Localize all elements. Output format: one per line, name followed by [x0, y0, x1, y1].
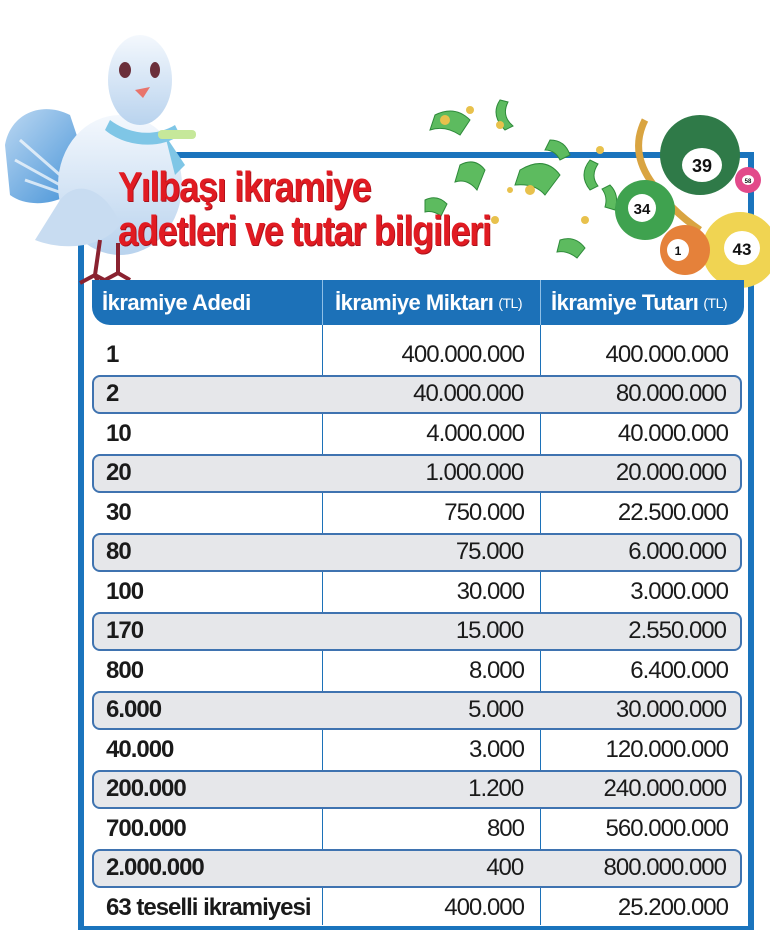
table-row: 700.000 800 560.000.000: [106, 814, 728, 842]
svg-text:1: 1: [674, 244, 682, 258]
table-row: 170 15.000 2.550.000: [92, 612, 742, 652]
table-row: 100 30.000 3.000.000: [106, 577, 728, 605]
title-line-2: adetleri ve tutar bilgileri: [118, 207, 491, 254]
table-row: 20 1.000.000 20.000.000: [92, 454, 742, 494]
svg-text:58: 58: [744, 179, 752, 185]
unit-label: (TL): [498, 294, 522, 311]
dove-mascot-icon: [0, 25, 210, 295]
table-header: [92, 280, 744, 325]
svg-text:39: 39: [691, 156, 713, 176]
header-ikramiye-tutari: İkramiye Tutarı (TL): [540, 280, 744, 325]
table-row: 2.000.000 400 800.000.000: [92, 849, 742, 889]
page-title: [118, 165, 514, 253]
table-row: 40.000 3.000 120.000.000: [106, 735, 728, 763]
svg-text:34: 34: [633, 201, 651, 218]
table-row: 1 400.000.000 400.000.000: [106, 340, 728, 368]
header-ikramiye-miktari: İkramiye Miktarı (TL): [322, 280, 540, 325]
unit-label: (TL): [703, 294, 728, 311]
table-row: 80 75.000 6.000.000: [92, 533, 742, 573]
table-row: 2 40.000.000 80.000.000: [92, 375, 742, 415]
table-row: 200.000 1.200 240.000.000: [92, 770, 742, 810]
title-line-1: Yılbaşı ikramiye: [118, 163, 371, 210]
prize-table-body: [92, 335, 742, 928]
table-row: 63 teselli ikramiyesi 400.000 25.200.000: [106, 893, 728, 921]
header-ikramiye-adedi: İkramiye Adedi: [102, 289, 251, 315]
table-row: 10 4.000.000 40.000.000: [106, 419, 728, 447]
table-row: 6.000 5.000 30.000.000: [92, 691, 742, 731]
table-row: 30 750.000 22.500.000: [106, 498, 728, 526]
svg-text:43: 43: [732, 240, 752, 259]
table-row: 800 8.000 6.400.000: [106, 656, 728, 684]
